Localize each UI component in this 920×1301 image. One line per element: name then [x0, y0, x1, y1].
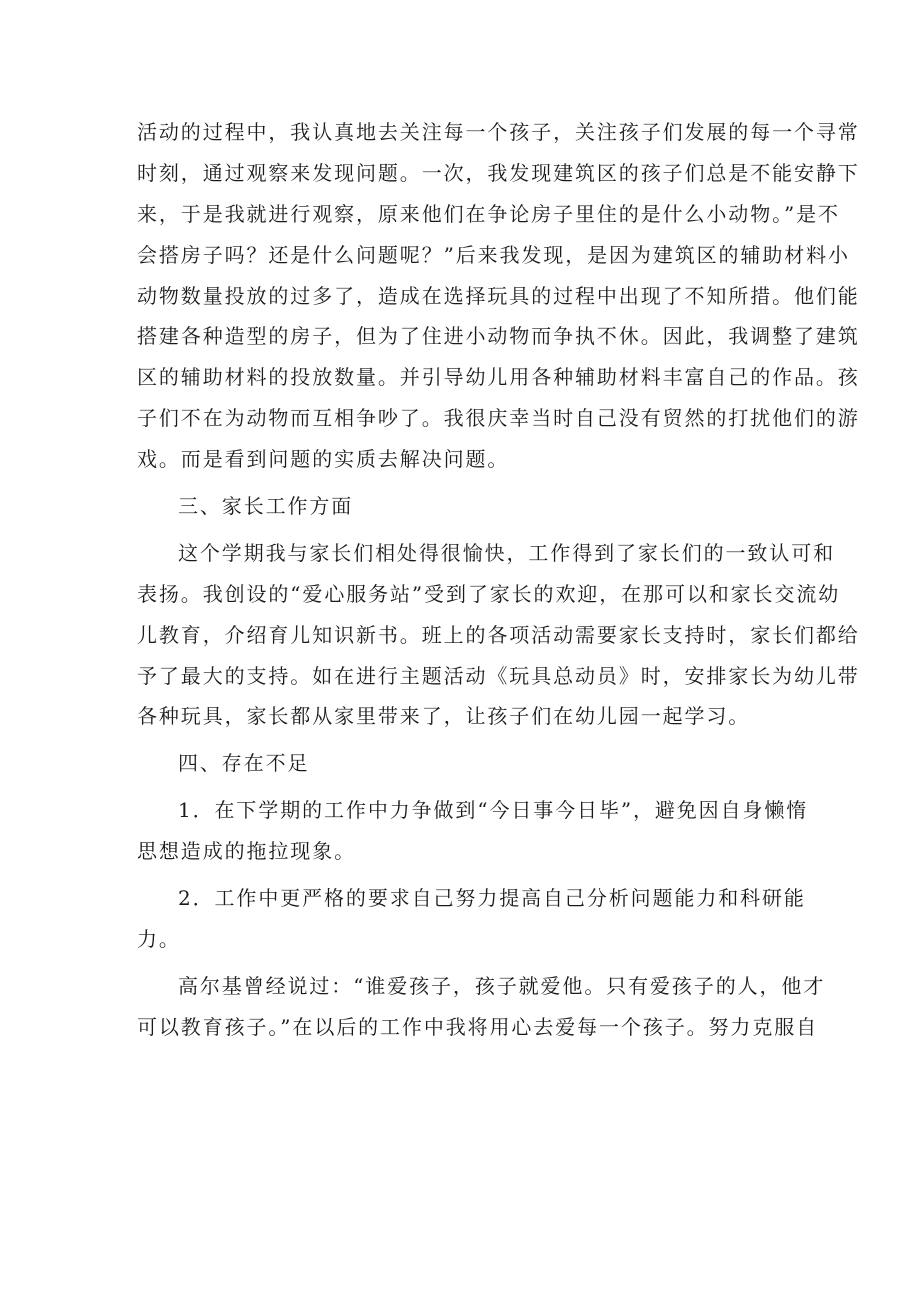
text-line: 会搭房子吗？还是什么问题呢？”后来我发现，是因为建筑区的辅助材料小 — [137, 242, 850, 267]
section-heading-parent-work: 三、家长工作方面 — [178, 494, 354, 519]
text-line: 2．工作中更严格的要求自己努力提高自己分析问题能力和科研能 — [178, 886, 806, 911]
text-line: 1．在下学期的工作中力争做到“今日事今日毕”，避免因自身懒惰 — [178, 798, 809, 823]
text-line: 子们不在为动物而互相争吵了。我很庆幸当时自己没有贸然的打扰他们的游 — [137, 406, 860, 431]
text-line: 高尔基曾经说过：“谁爱孩子，孩子就爱他。只有爱孩子的人，他才 — [178, 973, 826, 998]
text-line: 来，于是我就进行观察，原来他们在争论房子里住的是什么小动物。”是不 — [137, 201, 840, 226]
text-line: 动物数量投放的过多了，造成在选择玩具的过程中出现了不知所措。他们能 — [137, 283, 860, 308]
list-item-2 — [137, 878, 806, 960]
text-line: 力。 — [137, 926, 181, 951]
paragraph-observation — [137, 112, 860, 480]
text-line: 予了最大的支持。如在进行主题活动《玩具总动员》时，安排家长为幼儿带 — [137, 663, 860, 688]
text-line: 区的辅助材料的投放数量。并引导幼儿用各种辅助材料丰富自己的作品。孩 — [137, 365, 860, 390]
text-line: 这个学期我与家长们相处得很愉快，工作得到了家长们的一致认可和 — [178, 540, 835, 565]
text-line: 儿教育，介绍育儿知识新书。班上的各项活动需要家长支持时，家长们都给 — [137, 622, 860, 647]
text-line: 搭建各种造型的房子，但为了住进小动物而争执不休。因此，我调整了建筑 — [137, 324, 860, 349]
document-body — [137, 112, 860, 1048]
paragraph-gorky-quote — [137, 966, 826, 1048]
text-line: 活动的过程中，我认真地去关注每一个孩子，关注孩子们发展的每一个寻常 — [137, 120, 860, 144]
text-line: 表扬。我创设的“爱心服务站”受到了家长的欢迎，在那可以和家长交流幼 — [137, 581, 841, 606]
text-line: 思想造成的拖拉现象。 — [137, 839, 356, 864]
list-item-1 — [137, 790, 809, 872]
section-heading-shortcomings: 四、存在不足 — [178, 751, 310, 776]
text-line: 戏。而是看到问题的实质去解决问题。 — [137, 447, 510, 472]
paragraph-parent-work — [137, 533, 860, 737]
text-line: 各种玩具，家长都从家里带来了，让孩子们在幼儿园一起学习。 — [137, 704, 751, 729]
text-line: 可以教育孩子。”在以后的工作中我将用心去爱每一个孩子。努力克服自 — [137, 1014, 819, 1039]
text-line: 时刻，通过观察来发现问题。一次，我发现建筑区的孩子们总是不能安静下 — [137, 160, 860, 185]
